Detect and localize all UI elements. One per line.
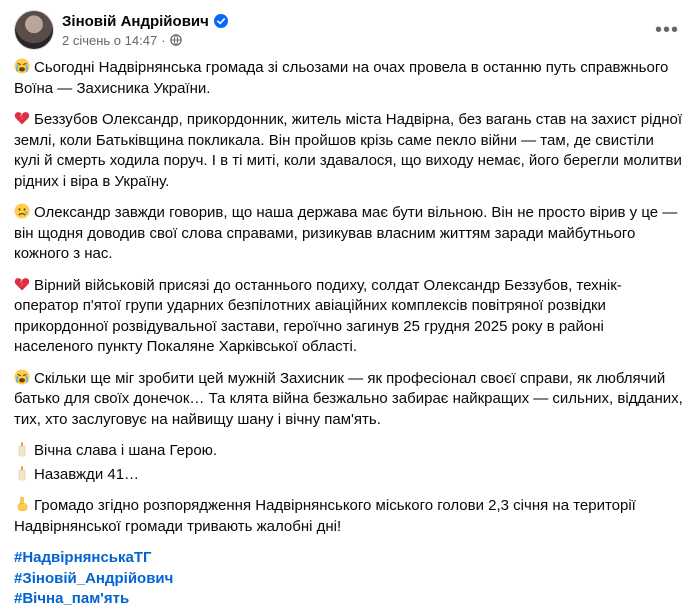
post-paragraph (14, 496, 684, 537)
post-paragraph (14, 58, 684, 99)
author-name[interactable]: Зіновій Андрійович (62, 12, 209, 30)
post-header (14, 10, 228, 50)
paragraph-text: Беззубов Олександр, прикордонник, житель міста Надвірна, без вагань став на захист рідної землі, коли Батьківщина покликала. Він пройшов крізь саме пекло війни — там, де свистіли кулі й смерть ходила поруч. І в ті миті, коли здавалося, що виходу немає, його берегли молитви рідних і віра в Україну. (14, 111, 683, 190)
sad-face-icon (14, 203, 30, 219)
paragraph-text: Олександр завжди говорив, що наша держава має бути вільною. Він не просто вірив у це — він щодня доводив свої слова справами, ризикував власним життям заради майбутнього кожного з нас. (14, 204, 678, 262)
pointing-up-icon (14, 496, 30, 512)
hashtag-link[interactable]: #Зіновій_Андрійович (14, 569, 174, 587)
post-paragraph (14, 276, 684, 358)
post-paragraph (14, 369, 684, 431)
post-timestamp[interactable]: 2 січень о 14:47 (62, 32, 158, 48)
paragraph-text: Сьогодні Надвірнянська громада зі сльозами на очах провела в останню путь справжнього Воїна — Захисника України. (14, 59, 669, 97)
hashtag-list (14, 548, 684, 610)
crying-face-icon (14, 58, 30, 74)
broken-heart-icon (14, 276, 30, 292)
post-paragraph (14, 441, 684, 462)
hashtag-link[interactable]: #Вічна_пам'ять (14, 590, 130, 607)
post-paragraph (14, 203, 684, 265)
paragraph-text: Громадо згідно розпорядження Надвірнянського міського голови 2,3 січня на території Надвірнянської громади тривають жалобні дні! (14, 497, 636, 535)
author-block (62, 13, 228, 48)
author-row (62, 13, 228, 30)
more-options-button[interactable] (649, 12, 685, 48)
crying-face-icon (14, 369, 30, 385)
globe-icon[interactable] (170, 34, 182, 46)
hashtag-link[interactable]: #НадвірнянськаТГ (14, 549, 152, 566)
post-paragraph (14, 465, 684, 486)
avatar[interactable] (14, 10, 54, 50)
post-body (14, 58, 684, 610)
paragraph-text: Вірний військовій присязі до останнього подиху, солдат Олександр Беззубов, технік-оператор п'ятої групи ударних безпілотних авіаційних комплексів повітряної розвідки прикордонної розвідувальної застави, героїчно загинув 25 грудня 2025 року в районі населеного пункту Покаляне Харківської області. (14, 276, 622, 355)
meta-separator: · (161, 32, 166, 48)
candle-icon (14, 441, 30, 457)
broken-heart-icon (14, 110, 30, 126)
post-paragraph (14, 110, 684, 192)
paragraph-text: Скільки ще міг зробити цей мужній Захисник — як професіонал своєї справи, як люблячий батько для своїх донечок… Та клята війна безжально забирає найкращих — сильних, відданих, тих, хто заслуговує на найвищу шану і вічну пам'ять. (14, 369, 683, 428)
more-horizontal-icon: ••• (654, 18, 679, 41)
paragraph-text: Назавжди 41… (34, 465, 140, 483)
paragraph-text: Вічна слава і шана Герою. (34, 442, 218, 459)
post-meta (62, 33, 228, 48)
candle-icon (14, 465, 30, 481)
verified-badge-icon (214, 14, 228, 28)
